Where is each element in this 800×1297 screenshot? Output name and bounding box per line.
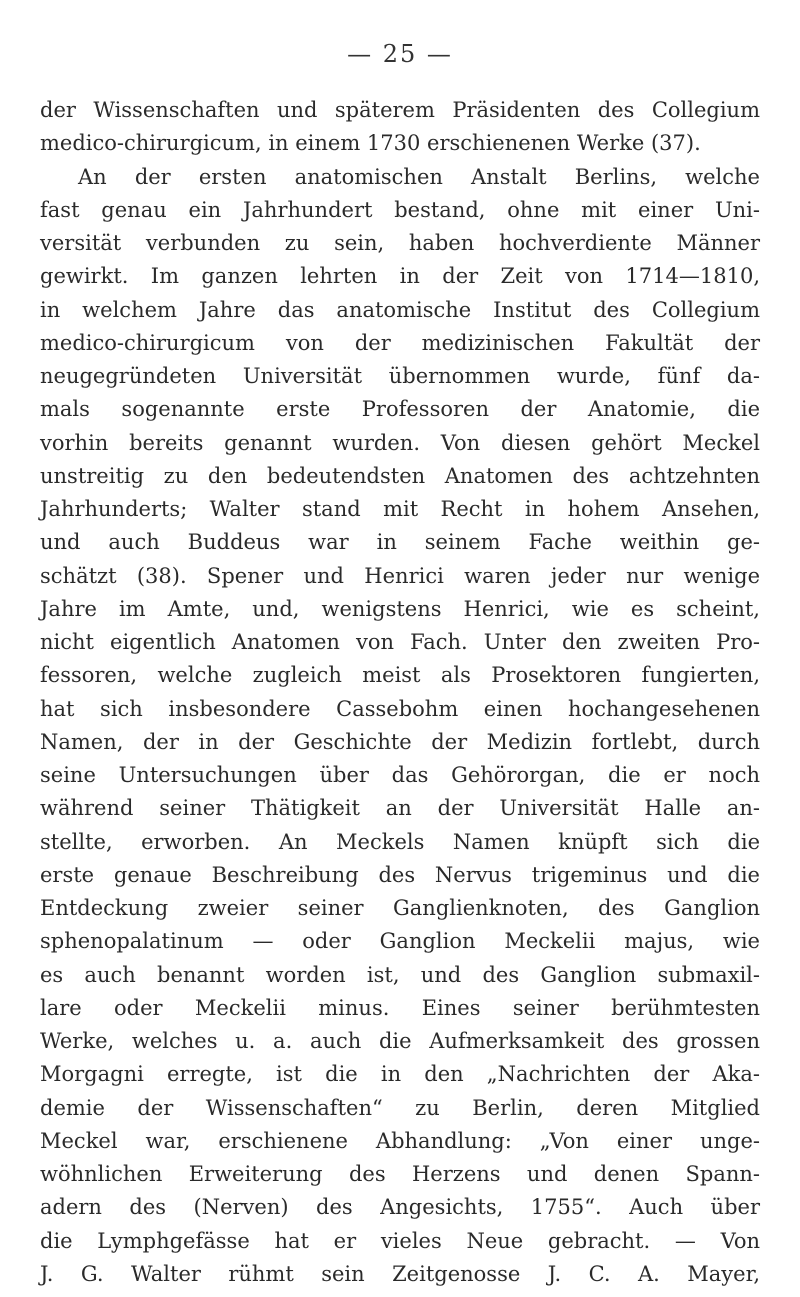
- text-line: während seiner Thätigkeit an der Universität Halle an-: [40, 796, 760, 821]
- text-line: fast genau ein Jahrhundert bestand, ohne mit einer Uni-: [40, 197, 760, 222]
- text-line: sphenopalatinum — oder Ganglion Meckelii majus, wie: [40, 929, 760, 954]
- text-line: J. G. Walter rühmt sein Zeitgenosse J. C. A. Mayer,: [40, 1261, 760, 1286]
- text-line: medico-chirurgicum, in einem 1730 erschienenen Werke (37).: [40, 131, 701, 156]
- text-line: schätzt (38). Spener und Henrici waren jeder nur wenige: [40, 563, 760, 588]
- text-line: lare oder Meckelii minus. Eines seiner berühmtesten: [40, 995, 760, 1020]
- text-line: Entdeckung zweier seiner Ganglienknoten, des Ganglion: [40, 896, 760, 920]
- text-line: nicht eigentlich Anatomen von Fach. Unter den zweiten Pro-: [40, 630, 760, 654]
- text-line: es auch benannt worden ist, und des Ganglion submaxil-: [40, 962, 760, 987]
- text-line: vorhin bereits genannt wurden. Von diesen gehört Meckel: [40, 430, 760, 455]
- text-line: Jahrhunderts; Walter stand mit Recht in hohem Ansehen,: [40, 497, 760, 521]
- text-line: die Lymphgefässe hat er vieles Neue gebracht. — Von: [40, 1228, 760, 1253]
- text-line: versität verbunden zu sein, haben hochverdiente Männer: [40, 231, 760, 255]
- text-line: stellte, erworben. An Meckels Namen knüpft sich die: [40, 829, 760, 854]
- text-line: gewirkt. Im ganzen lehrten in der Zeit von 1714—1810,: [40, 264, 760, 289]
- text-line: An der ersten anatomischen Anstalt Berlins, welche: [78, 164, 760, 189]
- text-line: erste genaue Beschreibung des Nervus trigeminus und die: [40, 862, 760, 887]
- text-line: adern des (Nerven) des Angesichts, 1755“. Auch über: [40, 1195, 760, 1220]
- text-line: Namen, der in der Geschichte der Medizin fortlebt, durch: [40, 729, 760, 754]
- text-line: seine Untersuchungen über das Gehörorgan, die er noch: [40, 763, 760, 787]
- text-line: und auch Buddeus war in seinem Fache weithin ge-: [40, 530, 760, 555]
- text-line: fessoren, welche zugleich meist als Prosektoren fungierten,: [40, 663, 760, 688]
- text-line: hat sich insbesondere Cassebohm einen hochangesehenen: [40, 696, 760, 721]
- text-line: mals sogenannte erste Professoren der Anatomie, die: [40, 397, 760, 422]
- text-line: Werke, welches u. a. auch die Aufmerksamkeit des grossen: [40, 1029, 760, 1053]
- text-line: der Wissenschaften und späterem Präsidenten des Collegium: [40, 98, 760, 122]
- text-line: medico-chirurgicum von der medizinischen Fakultät der: [40, 330, 760, 355]
- text-line: in welchem Jahre das anatomische Institut des Collegium: [40, 297, 760, 322]
- text-line: Jahre im Amte, und, wenigstens Henrici, wie es scheint,: [40, 596, 760, 621]
- body-text: [40, 94, 760, 1291]
- text-line: Morgagni erregte, ist die in den „Nachrichten der Aka-: [40, 1062, 760, 1087]
- text-line: neugegründeten Universität übernommen wurde, fünf da-: [40, 364, 760, 388]
- text-line: demie der Wissenschaften“ zu Berlin, deren Mitglied: [40, 1095, 760, 1120]
- text-line: unstreitig zu den bedeutendsten Anatomen des achtzehnten: [40, 463, 760, 488]
- text-line: wöhnlichen Erweiterung des Herzens und denen Spann-: [40, 1162, 760, 1186]
- page-number: — 25 —: [347, 40, 453, 68]
- text-line: Meckel war, erschienene Abhandlung: „Von einer unge-: [40, 1128, 760, 1153]
